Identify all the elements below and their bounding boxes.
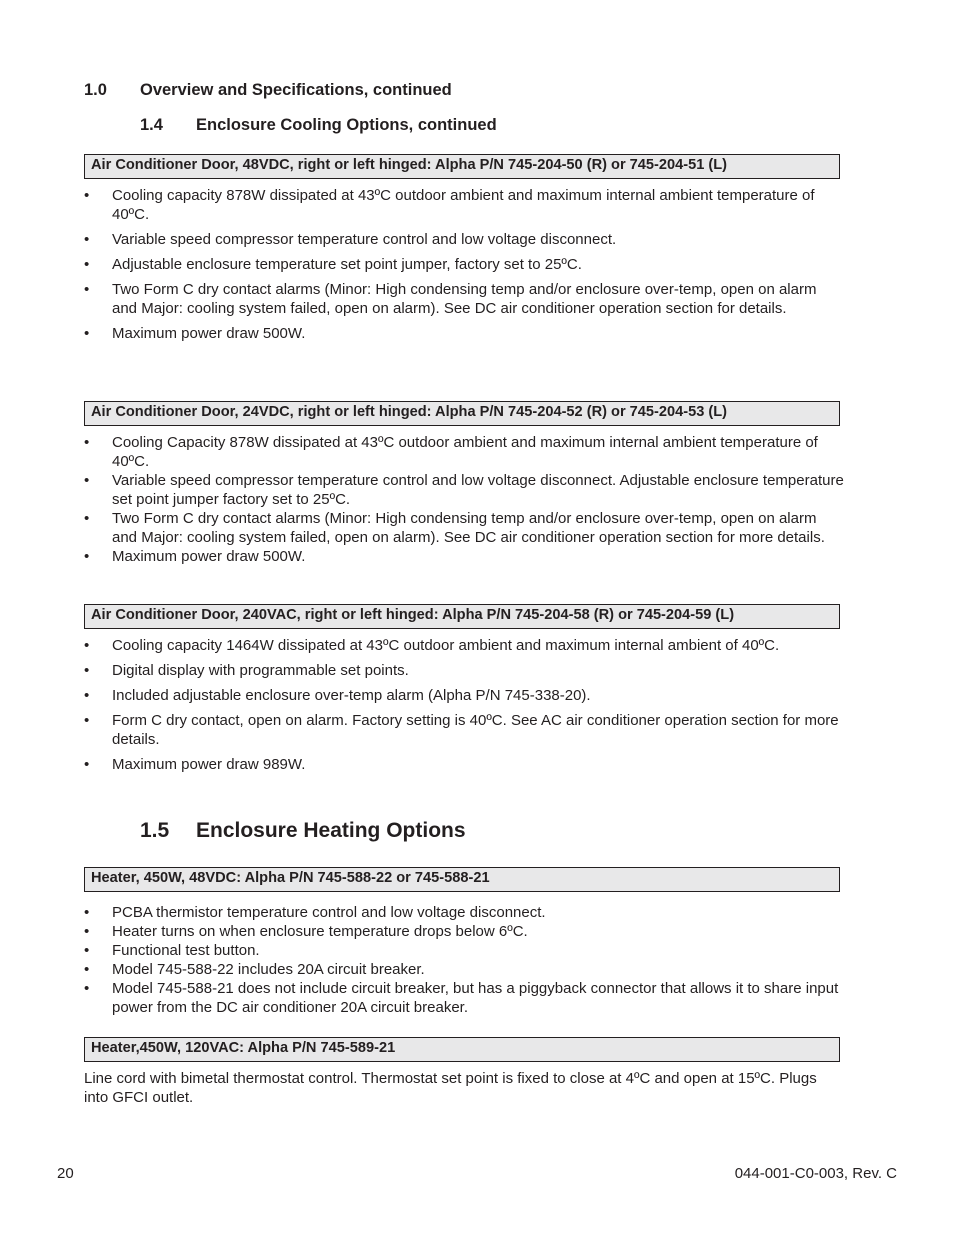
list-item: • Included adjustable enclosure over-temp alarm (Alpha P/N 745-338-20). — [84, 686, 844, 705]
ac-24vdc-list — [84, 433, 844, 566]
list-item: • Cooling capacity 1464W dissipated at 43ºC outdoor ambient and maximum internal ambient of 40ºC. — [84, 636, 844, 655]
section-1-4-number: 1.4 — [140, 116, 163, 134]
list-item: • Two Form C dry contact alarms (Minor: High condensing temp and/or enclosure over-temp, open on alarm and Major: cooling system failed, open on alarm). See DC air conditioner operation section for details. — [84, 280, 844, 318]
section-1-0-number: 1.0 — [84, 81, 107, 99]
list-item: • Heater turns on when enclosure temperature drops below 6ºC. — [84, 922, 844, 941]
ac-48vdc-header: Air Conditioner Door, 48VDC, right or left hinged: Alpha P/N 745-204-50 (R) or 745-204-51 (L) — [84, 154, 840, 179]
list-item: • Functional test button. — [84, 941, 844, 960]
section-1-4-title: Enclosure Cooling Options, continued — [196, 116, 497, 134]
list-item: • Variable speed compressor temperature control and low voltage disconnect. Adjustable enclosure temperature set point jumper factory set to 25ºC. — [84, 471, 844, 509]
section-1-5-number: 1.5 — [140, 819, 170, 842]
document-id: 044-001-C0-003, Rev. C — [734, 1165, 897, 1182]
list-item: • Cooling capacity 878W dissipated at 43ºC outdoor ambient and maximum internal ambient temperature of 40ºC. — [84, 186, 844, 224]
list-item: • Cooling Capacity 878W dissipated at 43ºC outdoor ambient and maximum internal ambient temperature of 40ºC. — [84, 433, 844, 471]
list-item: • Adjustable enclosure temperature set point jumper, factory set to 25ºC. — [84, 255, 844, 274]
page-number: 20 — [57, 1165, 74, 1182]
ac-48vdc-list — [84, 186, 844, 349]
list-item: • Maximum power draw 500W. — [84, 547, 844, 566]
heater-120vac-text: Line cord with bimetal thermostat control. Thermostat set point is fixed to close at 4ºC and open at 15ºC. Plugs into GFCI outlet. — [84, 1070, 817, 1106]
list-item: • Model 745-588-21 does not include circuit breaker, but has a piggyback connector that allows it to share input power from the DC air conditioner 20A circuit breaker. — [84, 979, 844, 1017]
ac-240vac-list — [84, 636, 844, 780]
list-item: • Digital display with programmable set points. — [84, 661, 844, 680]
heater-48vdc-header: Heater, 450W, 48VDC: Alpha P/N 745-588-22 or 745-588-21 — [84, 867, 840, 892]
list-item: • Maximum power draw 989W. — [84, 755, 844, 774]
list-item: • Maximum power draw 500W. — [84, 324, 844, 343]
ac-24vdc-header: Air Conditioner Door, 24VDC, right or left hinged: Alpha P/N 745-204-52 (R) or 745-204-53 (L) — [84, 401, 840, 426]
list-item: • Variable speed compressor temperature control and low voltage disconnect. — [84, 230, 844, 249]
list-item: • Two Form C dry contact alarms (Minor: High condensing temp and/or enclosure over-temp, open on alarm and Major: cooling system failed, open on alarm). See DC air conditioner operation section for more details. — [84, 509, 844, 547]
list-item: • Model 745-588-22 includes 20A circuit breaker. — [84, 960, 844, 979]
heater-48vdc-list — [84, 903, 844, 1017]
heater-120vac-header: Heater,450W, 120VAC: Alpha P/N 745-589-21 — [84, 1037, 840, 1062]
section-1-0-title: Overview and Specifications, continued — [140, 81, 452, 99]
ac-240vac-header: Air Conditioner Door, 240VAC, right or left hinged: Alpha P/N 745-204-58 (R) or 745-204-59 (L) — [84, 604, 840, 629]
list-item: • Form C dry contact, open on alarm. Factory setting is 40ºC. See AC air conditioner operation section for more details. — [84, 711, 844, 749]
section-1-5-title: Enclosure Heating Options — [196, 819, 466, 842]
list-item: • PCBA thermistor temperature control and low voltage disconnect. — [84, 903, 844, 922]
